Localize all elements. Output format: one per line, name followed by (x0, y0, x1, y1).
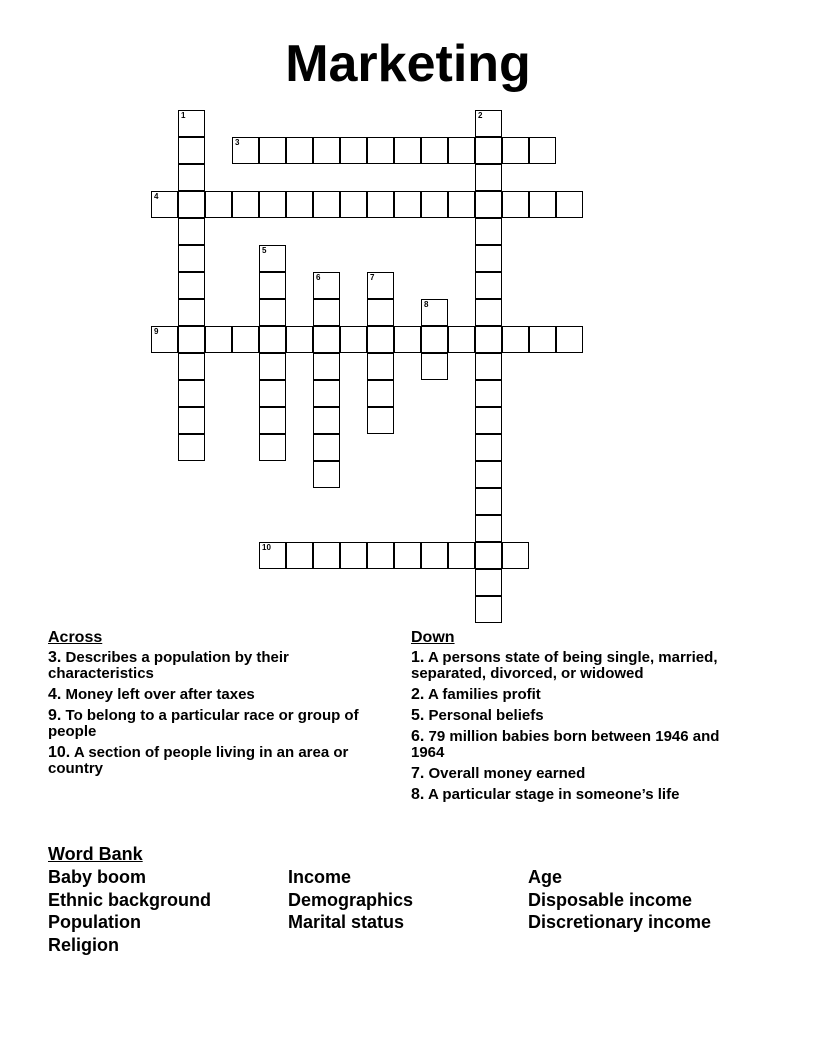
grid-cell[interactable] (178, 218, 205, 245)
word-bank-item: Age (528, 867, 563, 887)
grid-cell[interactable] (475, 353, 502, 380)
grid-cell[interactable] (313, 137, 340, 164)
grid-cell[interactable] (178, 353, 205, 380)
grid-cell[interactable] (259, 326, 286, 353)
grid-cell[interactable] (340, 542, 367, 569)
grid-cell[interactable] (178, 407, 205, 434)
grid-cell[interactable] (205, 326, 232, 353)
cell-number: 7 (370, 273, 375, 282)
across-heading: Across (48, 629, 103, 646)
clue-text: Personal beliefs (428, 707, 544, 724)
word-bank-item: Discretionary income (528, 912, 712, 932)
cell-number: 1 (181, 111, 186, 120)
word-bank-heading: Word Bank (48, 844, 143, 864)
grid-cell[interactable] (475, 488, 502, 515)
grid-cell[interactable] (340, 191, 367, 218)
grid-cell[interactable] (367, 542, 394, 569)
grid-cell[interactable] (232, 326, 259, 353)
grid-cell[interactable] (394, 326, 421, 353)
grid-cell[interactable] (313, 272, 340, 299)
clue-across-3 (48, 650, 388, 682)
grid-cell[interactable] (448, 542, 475, 569)
clue-down-2 (411, 687, 751, 703)
grid-cell[interactable] (178, 299, 205, 326)
grid-cell[interactable] (205, 191, 232, 218)
cell-number: 6 (316, 273, 321, 282)
grid-cell[interactable] (340, 326, 367, 353)
clue-number: 4. (48, 686, 62, 703)
grid-cell[interactable] (502, 326, 529, 353)
cell-number: 5 (262, 246, 267, 255)
grid-cell[interactable] (313, 407, 340, 434)
clue-text: A persons state of being single, married, separated, divorced, or widowed (411, 649, 718, 682)
grid-cell[interactable] (556, 191, 583, 218)
grid-cell[interactable] (475, 596, 502, 623)
cell-number: 9 (154, 327, 159, 336)
grid-cell[interactable] (259, 380, 286, 407)
grid-cell[interactable] (475, 272, 502, 299)
grid-cell[interactable] (367, 272, 394, 299)
grid-cell[interactable] (259, 191, 286, 218)
clue-number: 1. (411, 649, 425, 666)
clue-number: 8. (411, 786, 425, 803)
clue-across-9 (48, 708, 388, 740)
down-clues (411, 628, 751, 808)
clue-text: 79 million babies born between 1946 and 1964 (411, 728, 720, 761)
grid-cell[interactable] (286, 191, 313, 218)
grid-cell[interactable] (178, 272, 205, 299)
grid-cell[interactable] (529, 326, 556, 353)
grid-cell[interactable] (232, 191, 259, 218)
grid-cell[interactable] (448, 191, 475, 218)
grid-cell[interactable] (286, 137, 313, 164)
grid-cell[interactable] (421, 299, 448, 326)
grid-cell[interactable] (313, 353, 340, 380)
word-bank-item: Demographics (288, 889, 414, 910)
grid-cell[interactable] (340, 137, 367, 164)
grid-cell[interactable] (475, 569, 502, 596)
grid-cell[interactable] (421, 542, 448, 569)
grid-cell[interactable] (421, 191, 448, 218)
word-bank-item: Baby boom (48, 867, 147, 887)
word-bank-item: Disposable income (528, 889, 693, 910)
grid-cell[interactable] (313, 299, 340, 326)
grid-cell[interactable] (475, 326, 502, 353)
cell-number: 2 (478, 111, 483, 120)
clue-text: A particular stage in someone’s life (427, 786, 680, 803)
clue-across-10 (48, 745, 388, 777)
clue-number: 5. (411, 707, 425, 724)
grid-cell[interactable] (367, 191, 394, 218)
word-bank-item: Marital status (288, 912, 405, 932)
grid-cell[interactable] (475, 461, 502, 488)
clue-number: 7. (411, 765, 425, 782)
grid-cell[interactable] (421, 353, 448, 380)
grid-cell[interactable] (394, 191, 421, 218)
grid-cell[interactable] (259, 137, 286, 164)
clue-text: A section of people living in an area or country (48, 744, 349, 777)
grid-cell[interactable] (448, 326, 475, 353)
grid-cell[interactable] (421, 137, 448, 164)
grid-cell[interactable] (367, 353, 394, 380)
grid-cell[interactable] (259, 407, 286, 434)
clue-text: Overall money earned (428, 765, 586, 782)
clue-number: 2. (411, 686, 425, 703)
word-bank-item: Religion (48, 934, 119, 955)
clue-down-1 (411, 650, 751, 682)
grid-cell[interactable] (529, 137, 556, 164)
grid-cell[interactable] (313, 326, 340, 353)
grid-cell[interactable] (394, 137, 421, 164)
grid-cell[interactable] (367, 407, 394, 434)
clue-down-6 (411, 729, 751, 761)
grid-cell[interactable] (178, 164, 205, 191)
page-title: Marketing (285, 35, 531, 93)
grid-cell[interactable] (313, 380, 340, 407)
grid-cell[interactable] (475, 110, 502, 137)
grid-cell[interactable] (178, 245, 205, 272)
grid-cell[interactable] (421, 326, 448, 353)
grid-cell[interactable] (178, 191, 205, 218)
grid-cell[interactable] (259, 353, 286, 380)
cell-number: 10 (262, 543, 271, 552)
grid-cell[interactable] (475, 515, 502, 542)
down-heading: Down (411, 629, 455, 646)
grid-cell[interactable] (178, 110, 205, 137)
grid-cell[interactable] (475, 380, 502, 407)
clue-number: 10. (48, 744, 71, 761)
grid-cell[interactable] (313, 542, 340, 569)
word-bank-item: Population (48, 912, 141, 932)
grid-cell[interactable] (556, 326, 583, 353)
grid-cell[interactable] (475, 191, 502, 218)
word-bank-item: Ethnic background (48, 889, 212, 910)
grid-cell[interactable] (475, 407, 502, 434)
grid-cell[interactable] (475, 137, 502, 164)
clue-across-4 (48, 687, 388, 703)
grid-cell[interactable] (367, 299, 394, 326)
grid-cell[interactable] (286, 326, 313, 353)
word-bank (48, 866, 768, 956)
grid-cell[interactable] (367, 326, 394, 353)
clue-number: 3. (48, 649, 62, 666)
cell-number: 8 (424, 300, 429, 309)
grid-cell[interactable] (502, 191, 529, 218)
grid-cell[interactable] (313, 434, 340, 461)
grid-cell[interactable] (178, 434, 205, 461)
word-bank-item: Income (288, 867, 352, 887)
grid-cell[interactable] (475, 542, 502, 569)
grid-cell[interactable] (151, 326, 178, 353)
grid-cell[interactable] (502, 542, 529, 569)
grid-cell[interactable] (529, 191, 556, 218)
grid-cell[interactable] (232, 137, 259, 164)
grid-cell[interactable] (259, 299, 286, 326)
clue-number: 6. (411, 728, 425, 745)
clue-down-8 (411, 787, 751, 803)
clue-text: To belong to a particular race or group of people (48, 707, 359, 740)
grid-cell[interactable] (448, 137, 475, 164)
cell-number: 4 (154, 192, 159, 201)
grid-cell[interactable] (178, 326, 205, 353)
grid-cell[interactable] (259, 434, 286, 461)
grid-cell[interactable] (259, 272, 286, 299)
grid-cell[interactable] (178, 137, 205, 164)
grid-cell[interactable] (475, 299, 502, 326)
grid-cell[interactable] (502, 137, 529, 164)
grid-cell[interactable] (151, 191, 178, 218)
grid-cell[interactable] (367, 137, 394, 164)
clue-text: A families profit (427, 686, 541, 703)
clue-text: Money left over after taxes (65, 686, 255, 703)
grid-cell[interactable] (313, 461, 340, 488)
grid-cell[interactable] (475, 164, 502, 191)
grid-cell[interactable] (313, 191, 340, 218)
grid-cell[interactable] (259, 245, 286, 272)
clue-number: 9. (48, 707, 62, 724)
grid-cell[interactable] (475, 218, 502, 245)
grid-cell[interactable] (475, 434, 502, 461)
grid-cell[interactable] (367, 380, 394, 407)
clue-down-5 (411, 708, 751, 724)
clue-down-7 (411, 766, 751, 782)
grid-cell[interactable] (475, 245, 502, 272)
grid-cell[interactable] (259, 542, 286, 569)
grid-cell[interactable] (286, 542, 313, 569)
grid-cell[interactable] (178, 380, 205, 407)
clue-text: Describes a population by their characteristics (48, 649, 289, 682)
across-clues (48, 628, 388, 782)
cell-number: 3 (235, 138, 240, 147)
grid-cell[interactable] (394, 542, 421, 569)
